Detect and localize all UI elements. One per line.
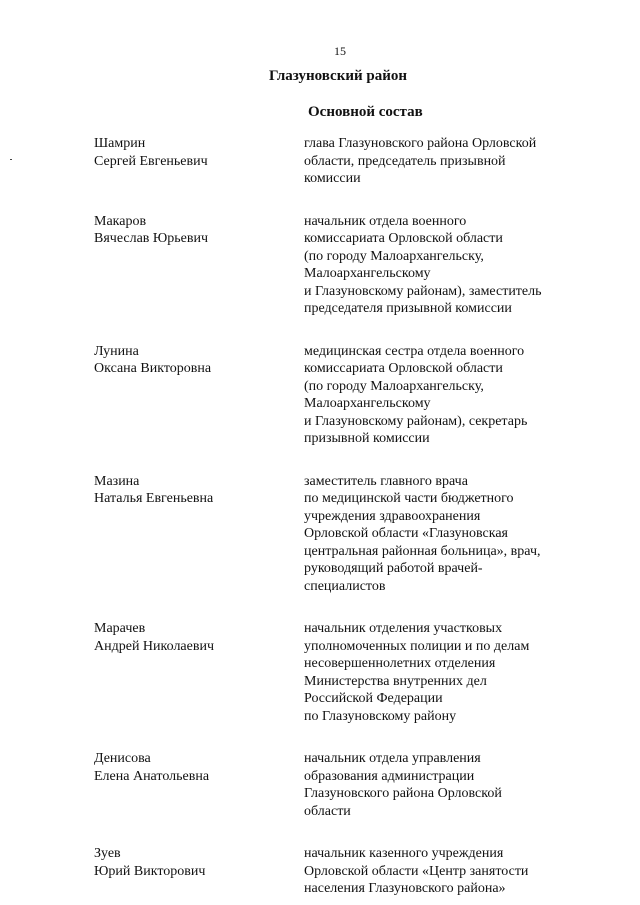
member-name xyxy=(94,135,304,188)
member-role-line: уполномоченных полиции и по делам xyxy=(304,638,530,654)
member-name-line: Андрей Николаевич xyxy=(94,638,214,654)
member-role-line: учреждения здравоохранения xyxy=(304,508,481,524)
member-role xyxy=(304,845,574,898)
member-role-line: и Глазуновскому районам), секретарь xyxy=(304,413,528,429)
member-name-line: Мазина xyxy=(94,473,140,489)
member-entry xyxy=(94,473,574,596)
member-role-line: населения Глазуновского района» xyxy=(304,881,506,896)
member-name xyxy=(94,620,304,725)
member-name-line: Шамрин xyxy=(94,136,146,151)
member-list xyxy=(94,135,574,898)
member-role xyxy=(304,343,574,448)
member-role xyxy=(304,473,574,596)
member-name-line: Лунина xyxy=(94,343,139,359)
member-name-line: Вячеслав Юрьевич xyxy=(94,231,209,246)
member-entry xyxy=(94,845,574,898)
member-name-line: Макаров xyxy=(94,213,147,229)
member-name xyxy=(94,213,304,318)
member-entry xyxy=(94,750,574,820)
member-role-line: начальник отделения участковых xyxy=(304,621,503,636)
member-role xyxy=(304,620,574,725)
member-role-line: (по городу Малоархангельску, xyxy=(304,378,484,394)
member-role-line: Малоархангельскому xyxy=(304,396,431,411)
member-role xyxy=(304,750,574,820)
member-role-line: начальник отдела управления xyxy=(304,751,481,766)
member-role-line: образования администрации xyxy=(304,768,475,784)
member-role xyxy=(304,213,574,318)
member-role xyxy=(304,135,574,188)
member-role-line: комиссариата Орловской области xyxy=(304,361,503,376)
member-name xyxy=(94,343,304,448)
member-name xyxy=(94,750,304,820)
member-role-line: комиссии xyxy=(304,171,361,186)
member-role-line: призывной комиссии xyxy=(304,431,430,446)
member-role-line: руководящий работой врачей- xyxy=(304,561,483,576)
member-role-line: и Глазуновскому районам), заместитель xyxy=(304,283,542,299)
member-name-line: Оксана Викторовна xyxy=(94,361,212,376)
member-entry xyxy=(94,620,574,725)
member-role-line: комиссариата Орловской области xyxy=(304,231,503,246)
member-role-line: начальник отдела военного xyxy=(304,213,467,229)
member-role-line: специалистов xyxy=(304,578,386,594)
member-name xyxy=(94,845,304,898)
member-role-line: центральная районная больница», врач, xyxy=(304,543,541,559)
member-role-line: Российской Федерации xyxy=(304,691,443,706)
member-entry xyxy=(94,343,574,448)
member-role-line: Глазуновского района Орловской xyxy=(304,786,502,801)
member-entry xyxy=(94,213,574,318)
scan-speck xyxy=(10,159,12,160)
member-role-line: Орловской области «Глазуновская xyxy=(304,526,508,541)
member-role-line: Орловской области «Центр занятости xyxy=(304,863,529,879)
member-role-line: начальник казенного учреждения xyxy=(304,846,504,861)
member-name-line: Наталья Евгеньевна xyxy=(94,491,214,506)
member-name-line: Зуев xyxy=(94,846,121,861)
page-number: 15 xyxy=(334,44,346,58)
member-entry xyxy=(94,135,574,188)
member-role-line: несовершеннолетних отделения xyxy=(304,656,496,671)
member-role-line: по Глазуновскому району xyxy=(304,708,457,724)
member-role-line: по медицинской части бюджетного xyxy=(304,491,514,506)
member-role-line: председателя призывной комиссии xyxy=(304,301,512,316)
member-role-line: Малоархангельскому xyxy=(304,266,431,281)
member-role-line: области, председатель призывной xyxy=(304,153,506,169)
member-name-line: Юрий Викторович xyxy=(94,863,206,879)
member-name-line: Елена Анатольевна xyxy=(94,768,210,784)
section-title: Основной состав xyxy=(308,104,423,120)
district-title: Глазуновский район xyxy=(269,68,407,84)
member-role-line: области xyxy=(304,803,351,819)
member-role-line: заместитель главного врача xyxy=(304,473,468,489)
member-role-line: глава Глазуновского района Орловской xyxy=(304,136,537,151)
member-role-line: Министерства внутренних дел xyxy=(304,673,487,689)
member-name-line: Марачев xyxy=(94,621,146,636)
member-name-line: Денисова xyxy=(94,751,151,766)
member-role-line: (по городу Малоархангельску, xyxy=(304,248,484,264)
member-name-line: Сергей Евгеньевич xyxy=(94,153,208,169)
member-name xyxy=(94,473,304,596)
member-role-line: медицинская сестра отдела военного xyxy=(304,343,525,359)
